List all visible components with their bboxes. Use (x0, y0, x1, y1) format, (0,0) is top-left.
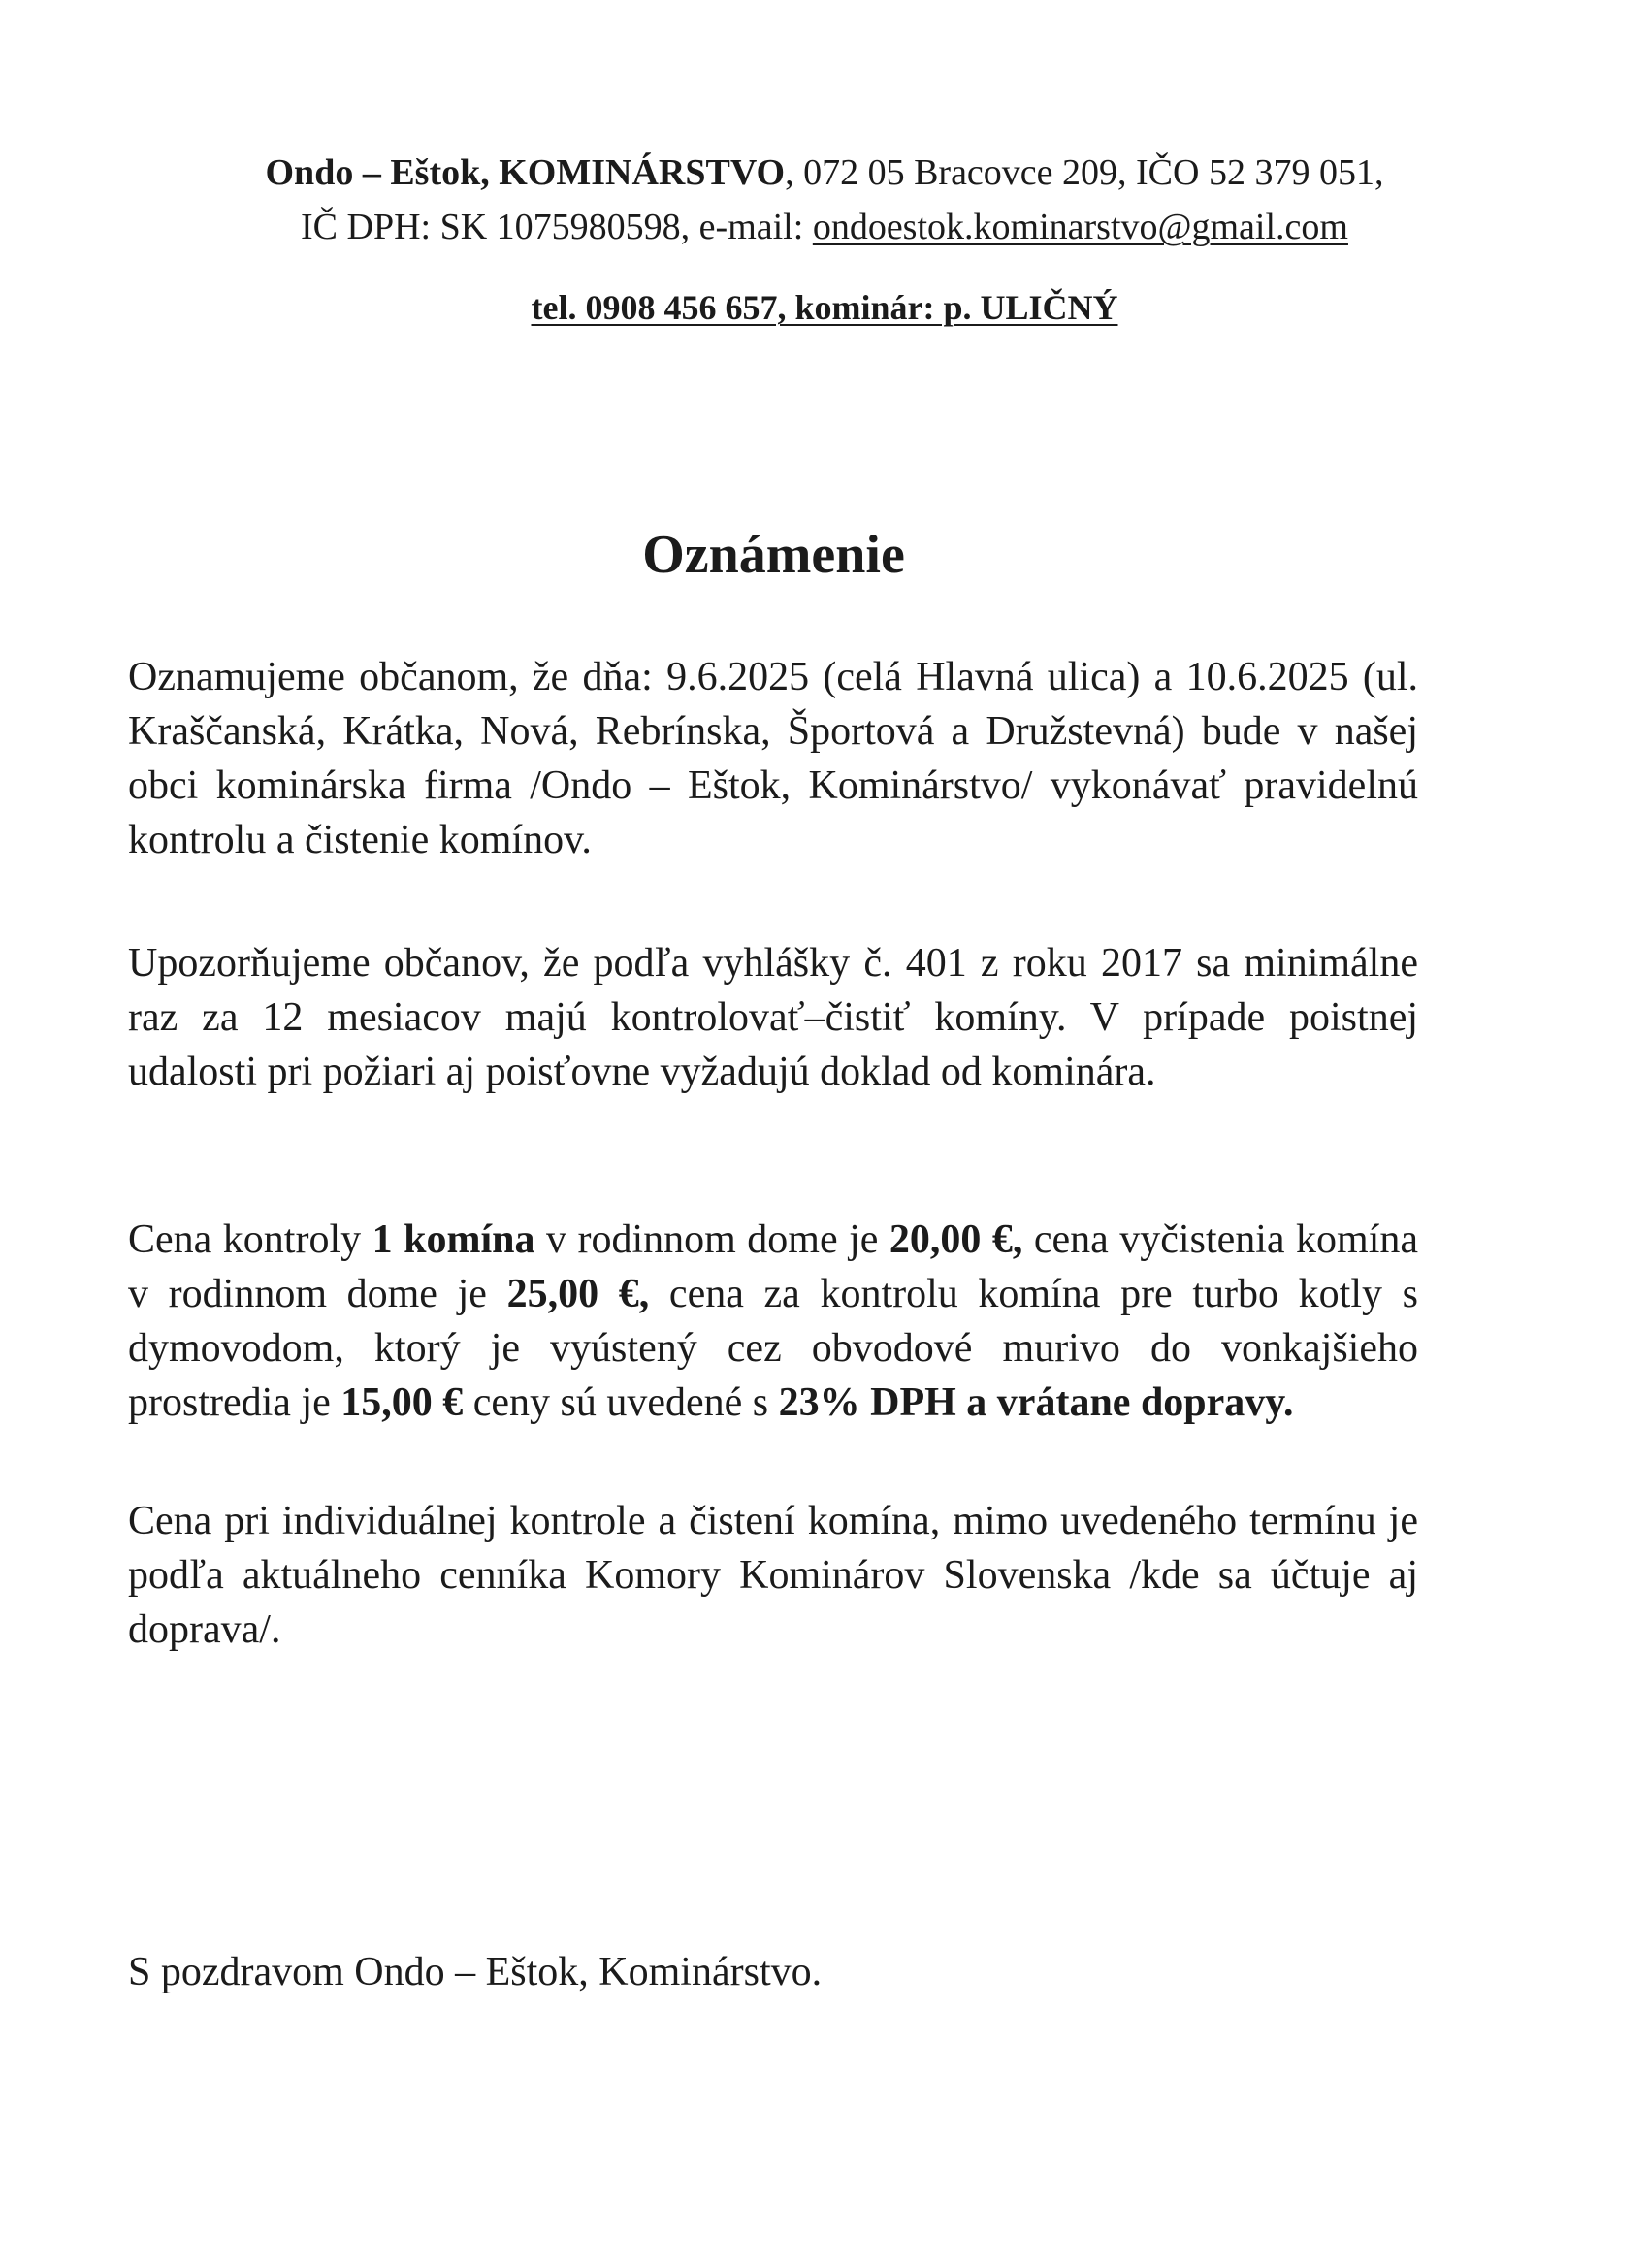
company-name: Ondo – Eštok, KOMINÁRSTVO (265, 152, 786, 193)
paragraph-individual: Cena pri individuálnej kontrole a čistení komína, mimo uvedeného termínu je podľa aktuálneho cenníka Komory Kominárov Slovenska /kde sa účtuje aj doprava/. (128, 1499, 1418, 1652)
price-cleaning: 25,00 €, (506, 1272, 650, 1316)
letterhead (0, 146, 1649, 254)
document-title: Oznámenie (642, 525, 905, 585)
paragraph-schedule: Oznamujeme občanom, že dňa: 9.6.2025 (celá Hlavná ulica) a 10.6.2025 (ul. Kraščanská, Krátka, Nová, Rebrínska, Športová a Družstevná) bude v našej obci kominárska firma /Ondo – Eštok, Kominárstvo/ vykonávať pravidelnú kontrolu a čistenie komínov. (128, 655, 1418, 862)
contact-line: tel. 0908 456 657, kominár: p. ULIČNÝ (531, 288, 1118, 327)
letterhead-line-1 (0, 146, 1649, 200)
price-text-1: Cena kontroly (128, 1217, 372, 1262)
vat-id: IČ DPH: SK 1075980598, e-mail: (301, 207, 813, 247)
price-text-5: ceny sú uvedené s (463, 1380, 779, 1425)
price-text-4: cena za kontrolu komína pre turbo kotly s dymovodom, ktorý je vyústený cez obvodové murivo do vonkajšieho prostredia je (128, 1272, 1419, 1425)
price-text-3: cena vyčistenia komína v rodinnom dome je (128, 1217, 1419, 1316)
paragraph-prices (128, 1213, 1418, 1430)
email-link[interactable]: ondoestok.kominarstvo@gmail.com (812, 207, 1348, 247)
price-turbo: 15,00 € (340, 1380, 464, 1425)
price-inspection: 20,00 €, (889, 1217, 1023, 1262)
price-vat-note: 23% DPH a vrátane dopravy. (778, 1380, 1294, 1425)
closing-signature: S pozdravom Ondo – Eštok, Kominárstvo. (128, 1950, 823, 1994)
letterhead-line-2 (0, 200, 1649, 254)
paragraph-regulation: Upozorňujeme občanov, že podľa vyhlášky č. 401 z roku 2017 sa minimálne raz za 12 mesiacov majú kontrolovať–čistiť komíny. V prípade poistnej udalosti pri požiari aj poisťovne vyžadujú doklad od kominára. (128, 941, 1418, 1094)
price-bold-chimney-count: 1 komína (372, 1217, 535, 1262)
price-text-2: v rodinnom dome je (534, 1217, 889, 1262)
company-address: , 072 05 Bracovce 209, IČO 52 379 051, (785, 152, 1384, 193)
